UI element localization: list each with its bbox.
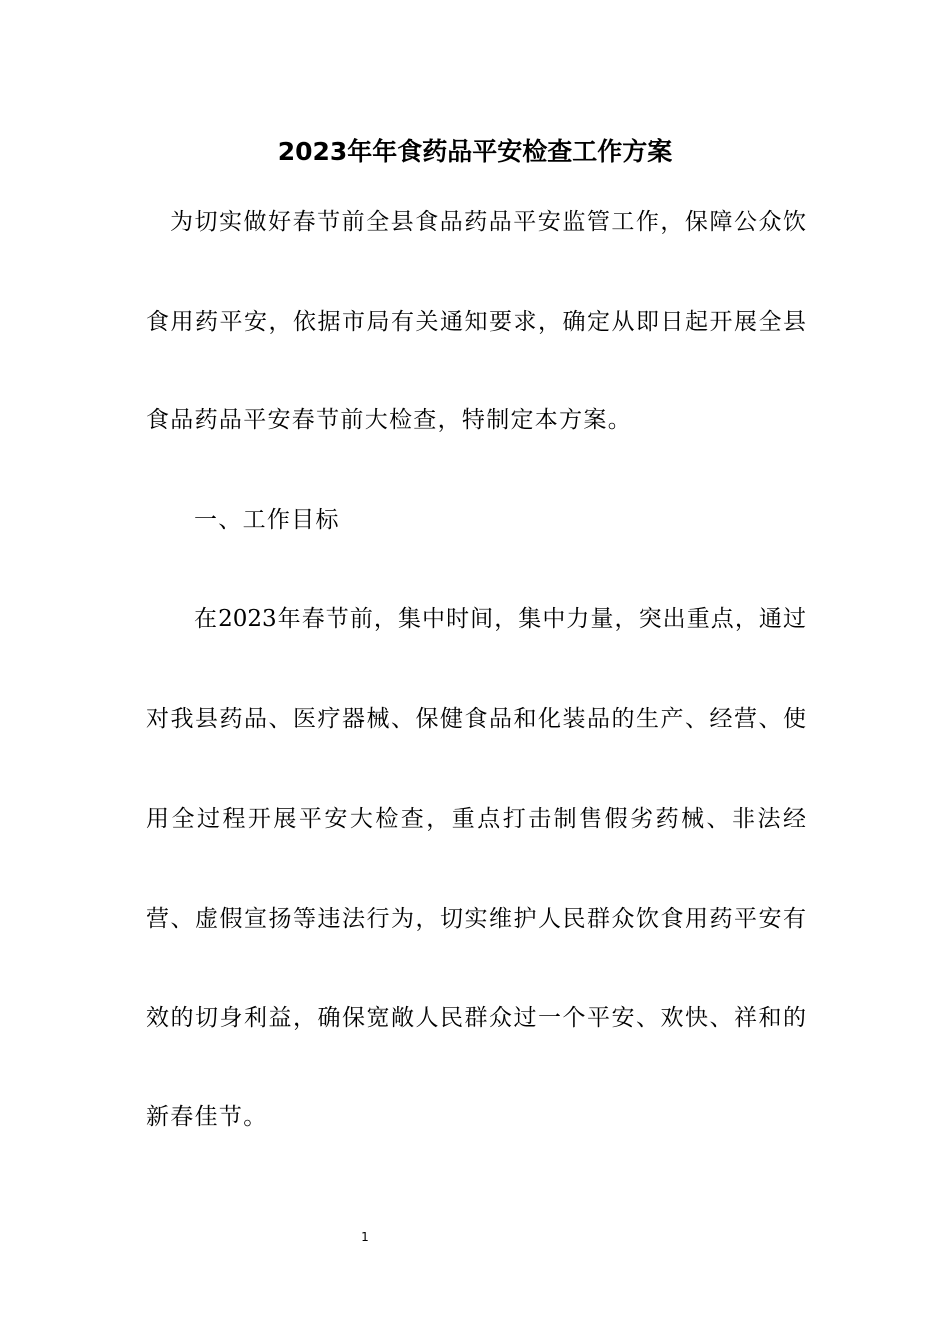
paragraph-line: 对我县药品、医疗器械、保健食品和化装品的生产、经营、使 — [146, 706, 806, 732]
paragraph-line: 在2023年春节前，集中时间，集中力量，突出重点，通过 — [194, 606, 806, 632]
page-number: 1 — [361, 1230, 369, 1244]
section-heading: 一、工作目标 — [194, 507, 340, 533]
paragraph-line: 用全过程开展平安大检查，重点打击制售假劣药械、非法经 — [146, 806, 806, 832]
paragraph-line: 新春佳节。 — [146, 1104, 268, 1130]
paragraph-line: 为切实做好春节前全县食品药品平安监管工作，保障公众饮 — [170, 209, 806, 235]
document-title: 2023年年食药品平安检查工作方案 — [277, 137, 673, 166]
paragraph-line: 营、虚假宣扬等违法行为，切实维护人民群众饮食用药平安有 — [146, 906, 806, 932]
paragraph-line: 食品药品平安春节前大检查，特制定本方案。 — [146, 407, 632, 433]
paragraph-line: 食用药平安，依据市局有关通知要求，确定从即日起开展全县 — [146, 309, 806, 335]
paragraph-line: 效的切身利益，确保宽敞人民群众过一个平安、欢快、祥和的 — [146, 1005, 806, 1031]
